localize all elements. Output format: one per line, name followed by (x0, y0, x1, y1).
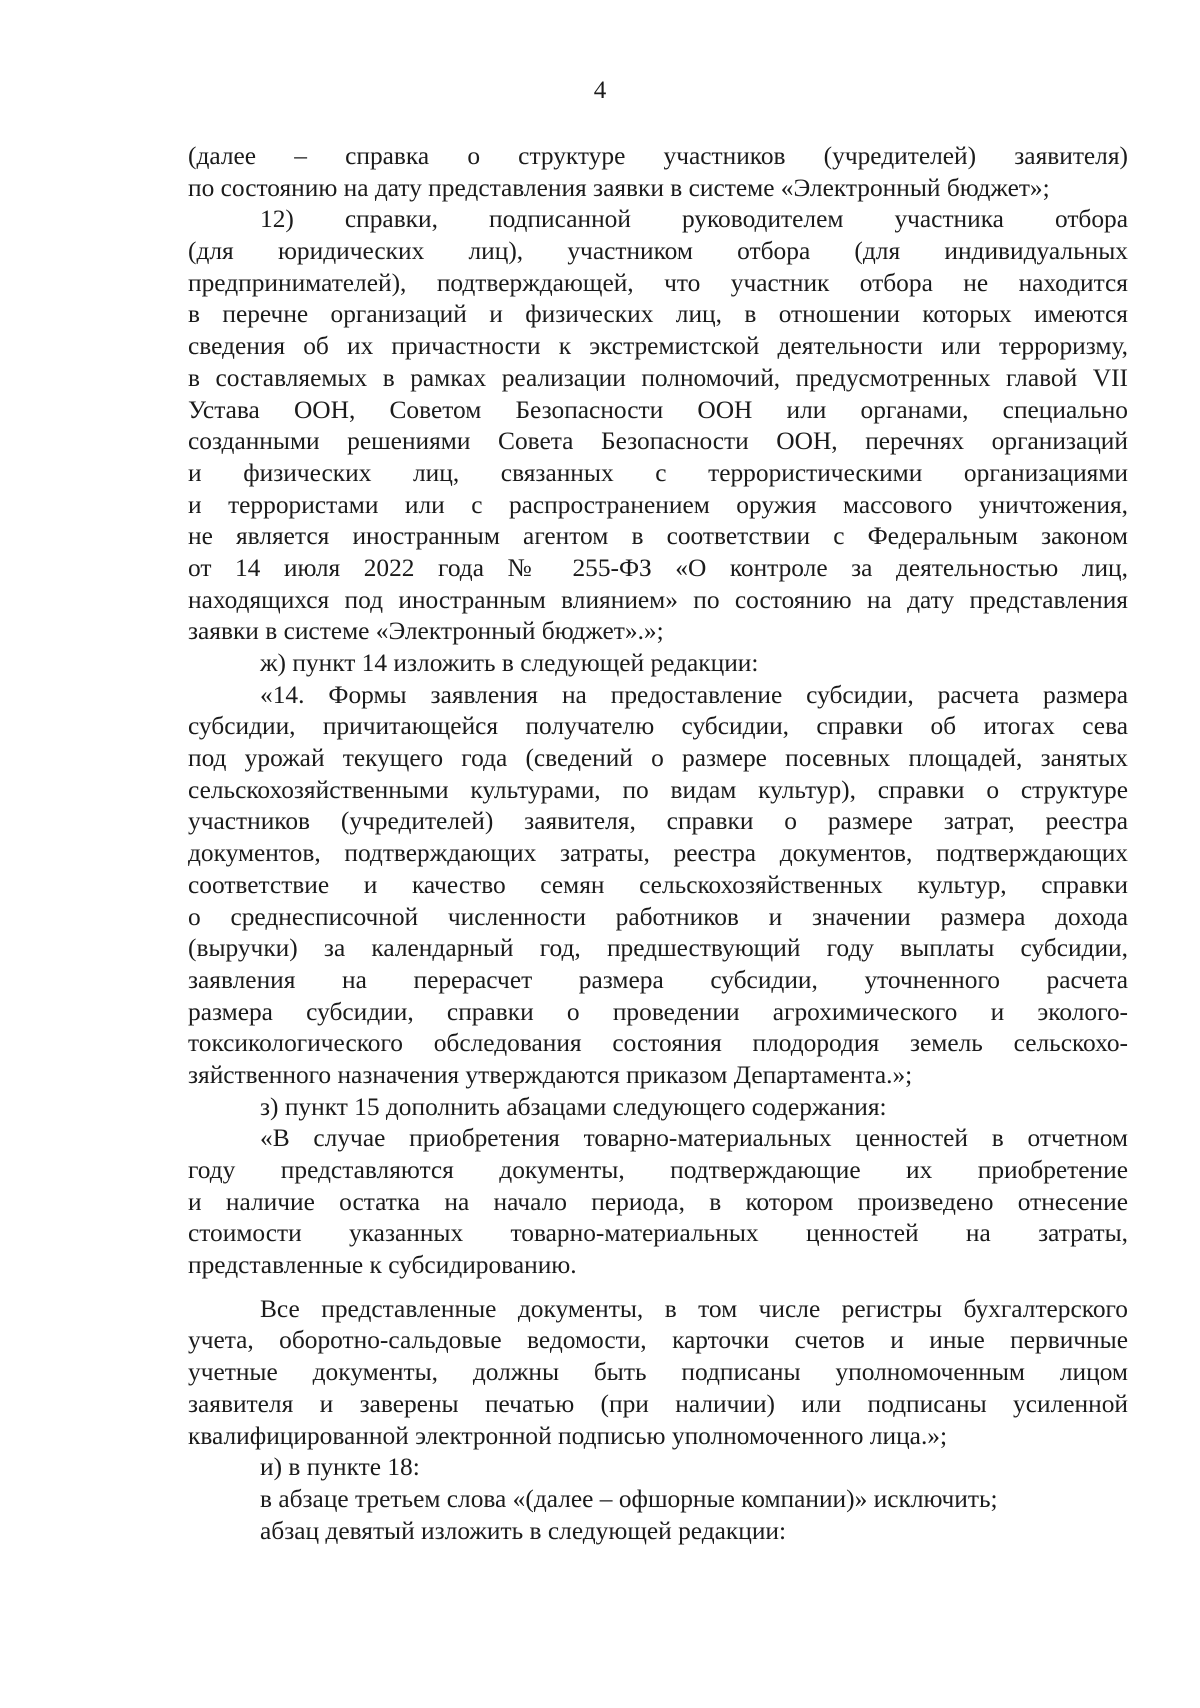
text-line: сведения об их причастности к экстремистской деятельности или терроризму, (188, 332, 1128, 361)
text-line: и террористами или с распространением оружия массового уничтожения, (188, 490, 1128, 519)
text-line: в абзаце третьем слова «(далее – офшорные компании)» исключить; (260, 1484, 998, 1513)
text-line: от 14 июля 2022 года № 255-ФЗ «О контроле за деятельностью лиц, (188, 553, 1128, 582)
text-line: представленные к субсидированию. (188, 1251, 577, 1280)
text-line: по состоянию на дату представления заявки в системе «Электронный бюджет»; (188, 173, 1050, 202)
text-line: Все представленные документы, в том числе регистры бухгалтерского (260, 1294, 1128, 1323)
document-body (188, 141, 1128, 1547)
text-line: в составляемых в рамках реализации полномочий, предусмотренных главой VII (188, 363, 1128, 392)
text-line: квалифицированной электронной подписью уполномоченного лица.»; (188, 1421, 948, 1450)
text-line: учета, оборотно-сальдовые ведомости, карточки счетов и иные первичные (188, 1326, 1128, 1355)
text-line: и наличие остатка на начало периода, в котором произведено отнесение (188, 1187, 1128, 1216)
text-line: (выручки) за календарный год, предшествующий году выплаты субсидии, (188, 934, 1128, 963)
text-line: ж) пункт 14 изложить в следующей редакции: (260, 649, 759, 677)
text-line: Устава ООН, Советом Безопасности ООН или органами, специально (188, 395, 1128, 424)
text-line: абзац девятый изложить в следующей редакции: (260, 1516, 787, 1545)
text-line: заявления на перерасчет размера субсидии, уточненного расчета (188, 965, 1128, 994)
text-line: заявки в системе «Электронный бюджет».»; (188, 617, 664, 646)
text-line: и физических лиц, связанных с террористическими организациями (188, 458, 1128, 487)
text-line: 12) справки, подписанной руководителем участника отбора (260, 205, 1128, 234)
text-line: участников (учредителей) заявителя, справки о размере затрат, реестра (188, 807, 1128, 836)
text-line: документов, подтверждающих затраты, реестра документов, подтверждающих (188, 839, 1128, 868)
text-line: (для юридических лиц), участником отбора (для индивидуальных (188, 237, 1128, 266)
text-line: предпринимателей), подтверждающей, что участник отбора не находится (188, 268, 1128, 297)
text-line: «В случае приобретения товарно-материальных ценностей в отчетном (260, 1124, 1128, 1153)
text-line: субсидии, причитающейся получателю субсидии, справки об итогах сева (188, 712, 1128, 741)
page-number: 4 (593, 77, 607, 104)
text-line: под урожай текущего года (сведений о размере посевных площадей, занятых (188, 744, 1128, 773)
text-line: токсикологического обследования состояния плодородия земель сельскохо- (188, 1029, 1128, 1058)
text-line: и) в пункте 18: (260, 1453, 420, 1482)
text-line: з) пункт 15 дополнить абзацами следующего содержания: (260, 1092, 887, 1121)
text-line: зяйственного назначения утверждаются приказом Департамента.»; (188, 1060, 913, 1089)
text-line: созданными решениями Совета Безопасности ООН, перечнях организаций (188, 427, 1128, 456)
text-line: учетные документы, должны быть подписаны уполномоченным лицом (188, 1358, 1128, 1387)
text-line: находящихся под иностранным влиянием» по состоянию на дату представления (188, 585, 1128, 614)
text-line: о среднесписочной численности работников и значении размера дохода (188, 902, 1128, 931)
text-line: размера субсидии, справки о проведении агрохимического и эколого- (188, 997, 1128, 1026)
text-line: соответствие и качество семян сельскохозяйственных культур, справки (188, 870, 1128, 899)
text-line: стоимости указанных товарно-материальных ценностей на затраты, (188, 1219, 1128, 1248)
text-line: заявителя и заверены печатью (при наличии) или подписаны усиленной (188, 1389, 1128, 1418)
text-line: (далее – справка о структуре участников (учредителей) заявителя) (188, 142, 1128, 170)
text-line: «14. Формы заявления на предоставление субсидии, расчета размера (260, 680, 1128, 709)
text-line: не является иностранным агентом в соответствии с Федеральным законом (188, 522, 1128, 551)
text-line: в перечне организаций и физических лиц, в отношении которых имеются (188, 300, 1128, 329)
text-line: сельскохозяйственными культурами, по видам культур), справки о структуре (188, 775, 1128, 804)
text-line: году представляются документы, подтверждающие их приобретение (188, 1156, 1128, 1184)
